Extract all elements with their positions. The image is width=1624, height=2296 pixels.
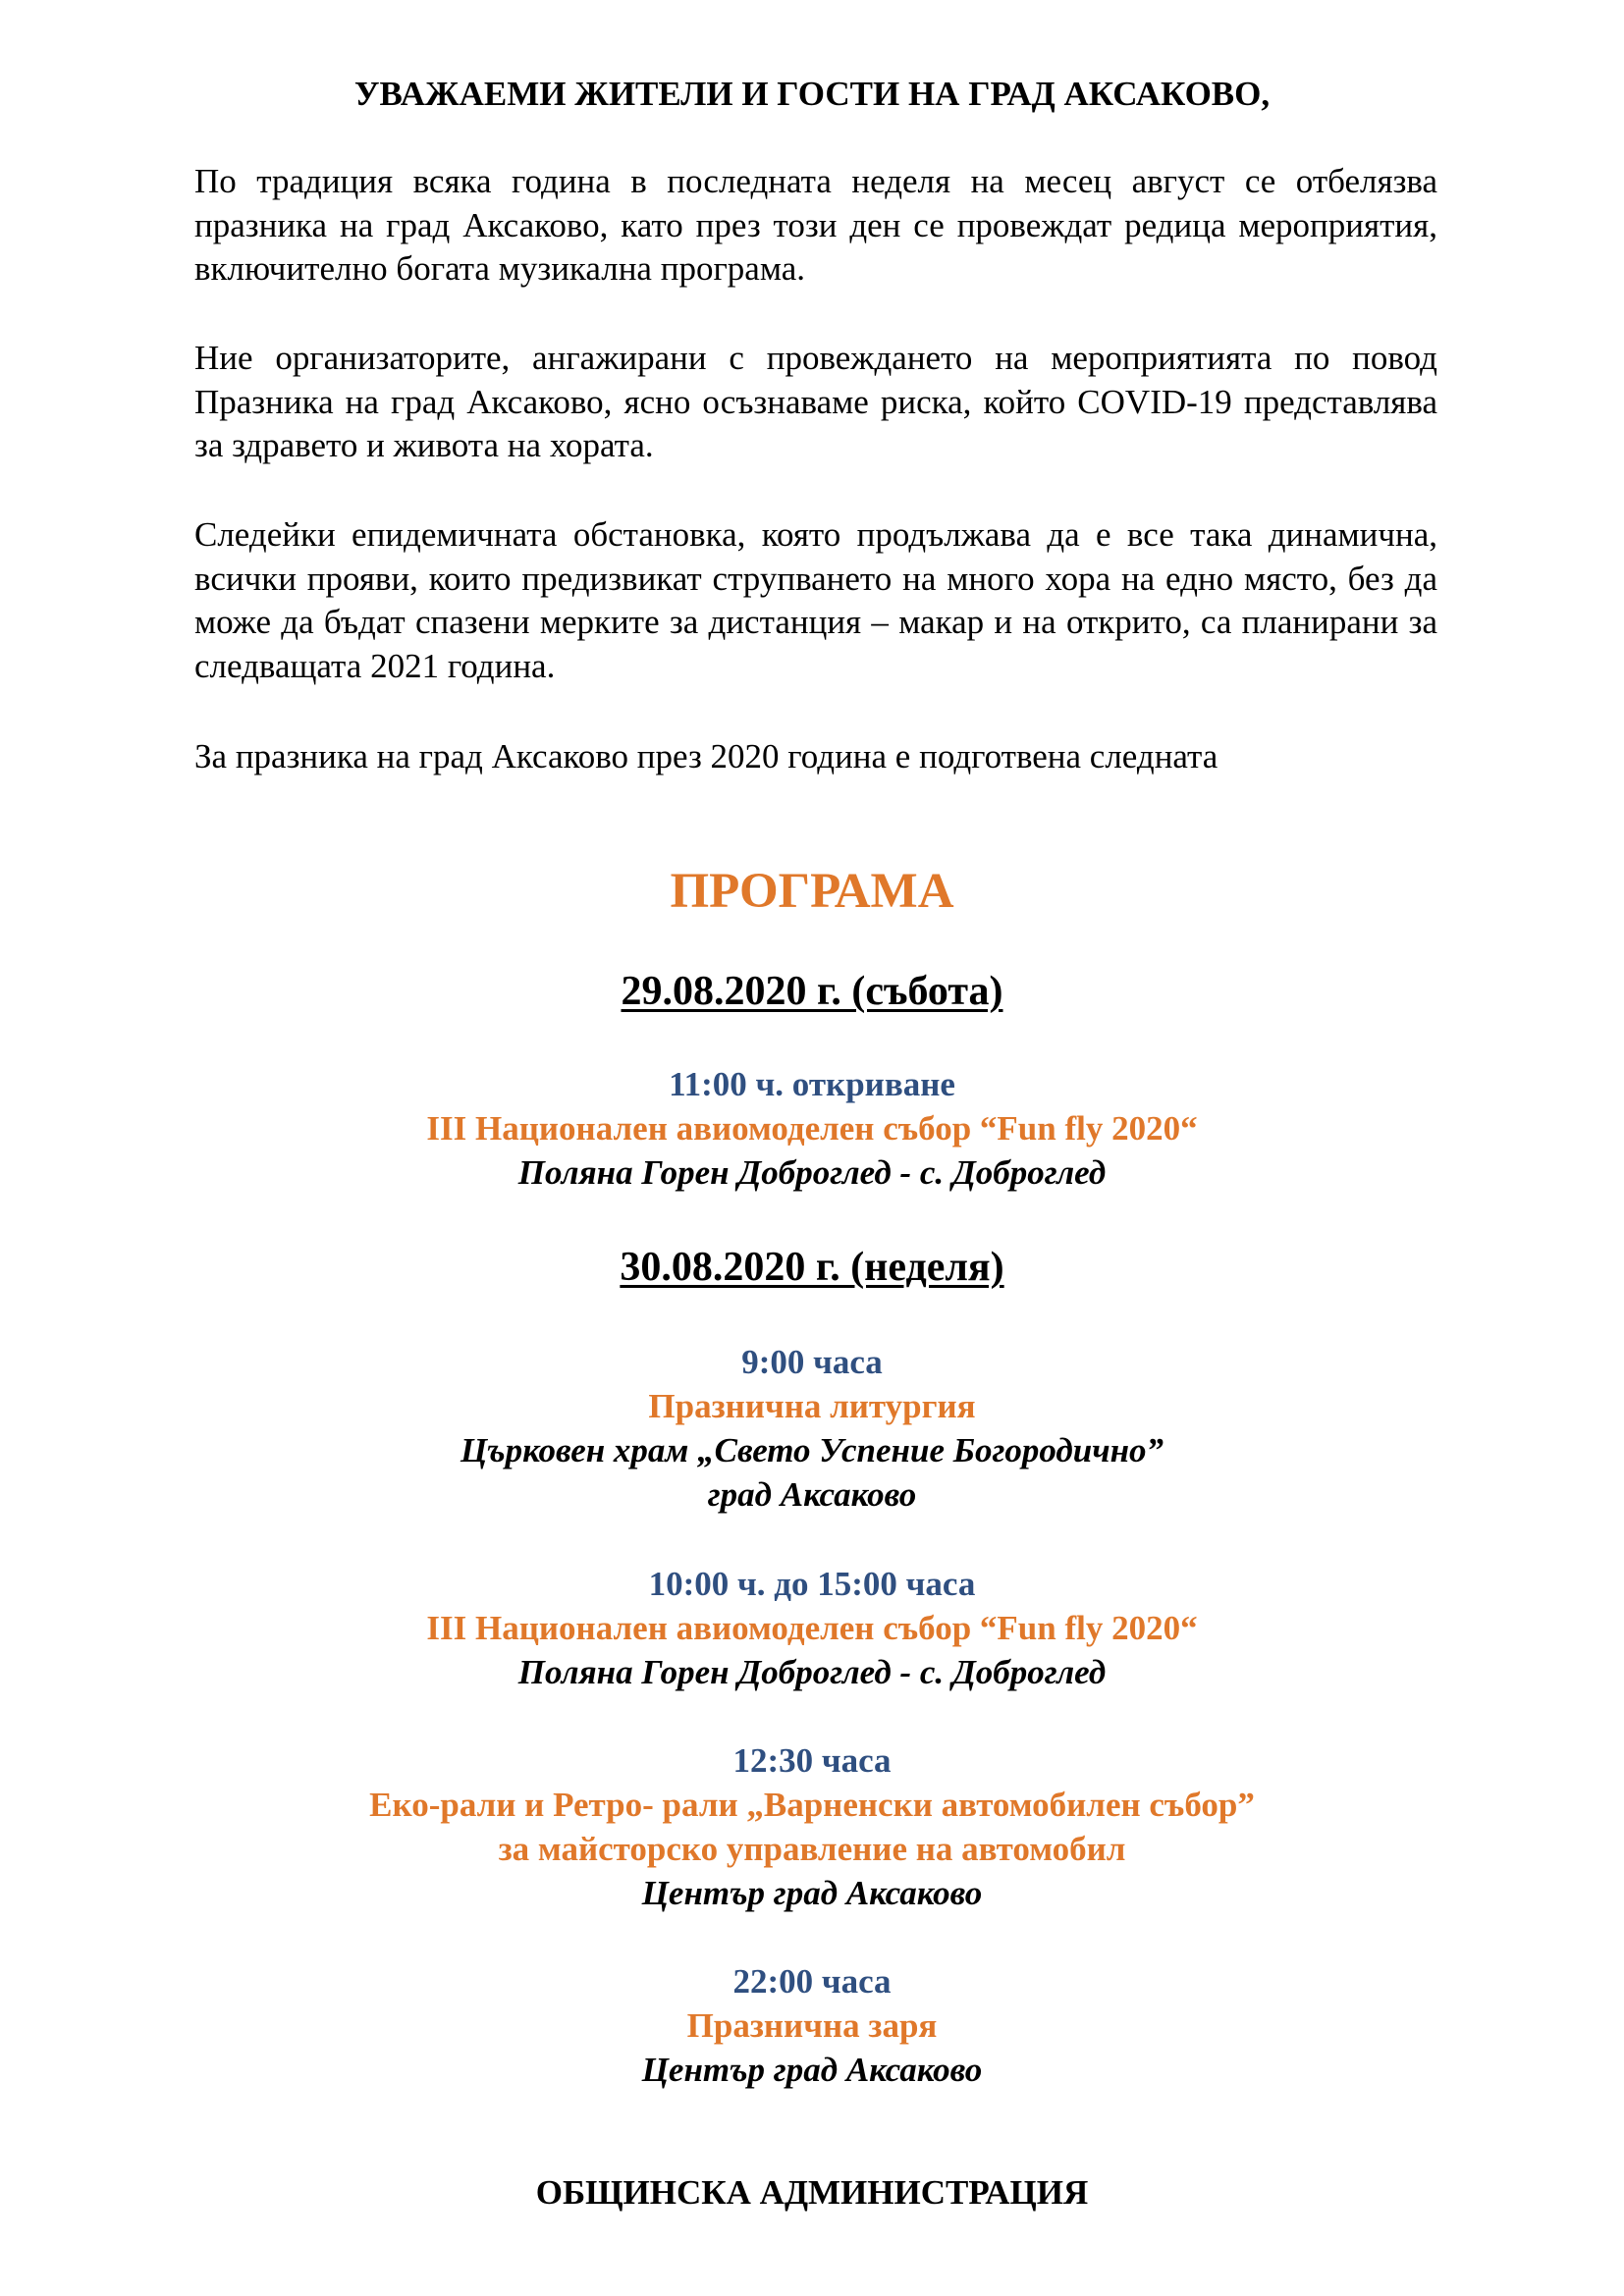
epidemic-paragraph: Следейки епидемичната обстановка, която продължава да е все така динамична, всички прояви, които предизвикат струпването на много хора на едно място, без да може да бъдат спазени мерките за дистанция – макар и на открито, са планирани за следващата 2021 година. bbox=[194, 515, 1437, 685]
event-liturgy bbox=[0, 1340, 1624, 1517]
event-title: Празнична заря bbox=[686, 2006, 938, 2045]
event-place: Център град Аксаково bbox=[641, 1874, 983, 1912]
day-heading-sunday: 30.08.2020 г. (неделя) bbox=[620, 1245, 1004, 1290]
event-place-line-2: град Аксаково bbox=[707, 1475, 917, 1514]
event-fun-fly bbox=[0, 1562, 1624, 1694]
event-place: Поляна Горен Доброглед - с. Доброглед bbox=[517, 1153, 1107, 1192]
event-time: 22:00 часа bbox=[732, 1962, 892, 2001]
event-time: 10:00 ч. до 15:00 часа bbox=[648, 1565, 976, 1603]
greeting-heading: УВАЖАЕМИ ЖИТЕЛИ И ГОСТИ НА ГРАД АКСАКОВО, bbox=[353, 75, 1271, 113]
event-place: Поляна Горен Доброглед - с. Доброглед bbox=[517, 1653, 1107, 1691]
intro-paragraph: По традиция всяка година в последната неделя на месец август се отбелязва празника на град Аксаково, като през този ден се провеждат редица мероприятия, включително богата музикална програма. bbox=[194, 162, 1437, 288]
day-heading-saturday: 29.08.2020 г. (събота) bbox=[621, 969, 1003, 1014]
event-rally bbox=[0, 1738, 1624, 1915]
event-place: Църковен храм „Свето Успение Богородично” bbox=[460, 1431, 1164, 1469]
event-fireworks bbox=[0, 1959, 1624, 2092]
event-time: 11:00 ч. откриване bbox=[669, 1065, 955, 1103]
event-title-line-2: за майсторско управление на автомобил bbox=[498, 1830, 1126, 1868]
event-time: 9:00 часа bbox=[741, 1343, 883, 1381]
event-opening bbox=[0, 1062, 1624, 1195]
event-title: III Национален авиомоделен събор “Fun fly 2020“ bbox=[426, 1109, 1198, 1148]
program-intro-paragraph: За празника на град Аксаково през 2020 година е подготвена следната bbox=[194, 737, 1218, 775]
event-title: Еко-рали и Ретро- рали „Варненски автомобилен събор” bbox=[369, 1786, 1255, 1824]
signature: ОБЩИНСКА АДМИНИСТРАЦИЯ bbox=[535, 2173, 1089, 2212]
organizers-paragraph: Ние организаторите, ангажирани с провеждането на мероприятията по повод Празника на град Аксаково, ясно осъзнаваме риска, който COVID-19 представлява за здравето и живота на хората. bbox=[194, 339, 1437, 464]
event-place: Център град Аксаково bbox=[641, 2051, 983, 2089]
event-title: Празнична литургия bbox=[648, 1387, 976, 1425]
event-time: 12:30 часа bbox=[732, 1741, 892, 1780]
event-title: III Национален авиомоделен събор “Fun fly 2020“ bbox=[426, 1609, 1198, 1647]
program-title: ПРОГРАМА bbox=[670, 864, 954, 919]
